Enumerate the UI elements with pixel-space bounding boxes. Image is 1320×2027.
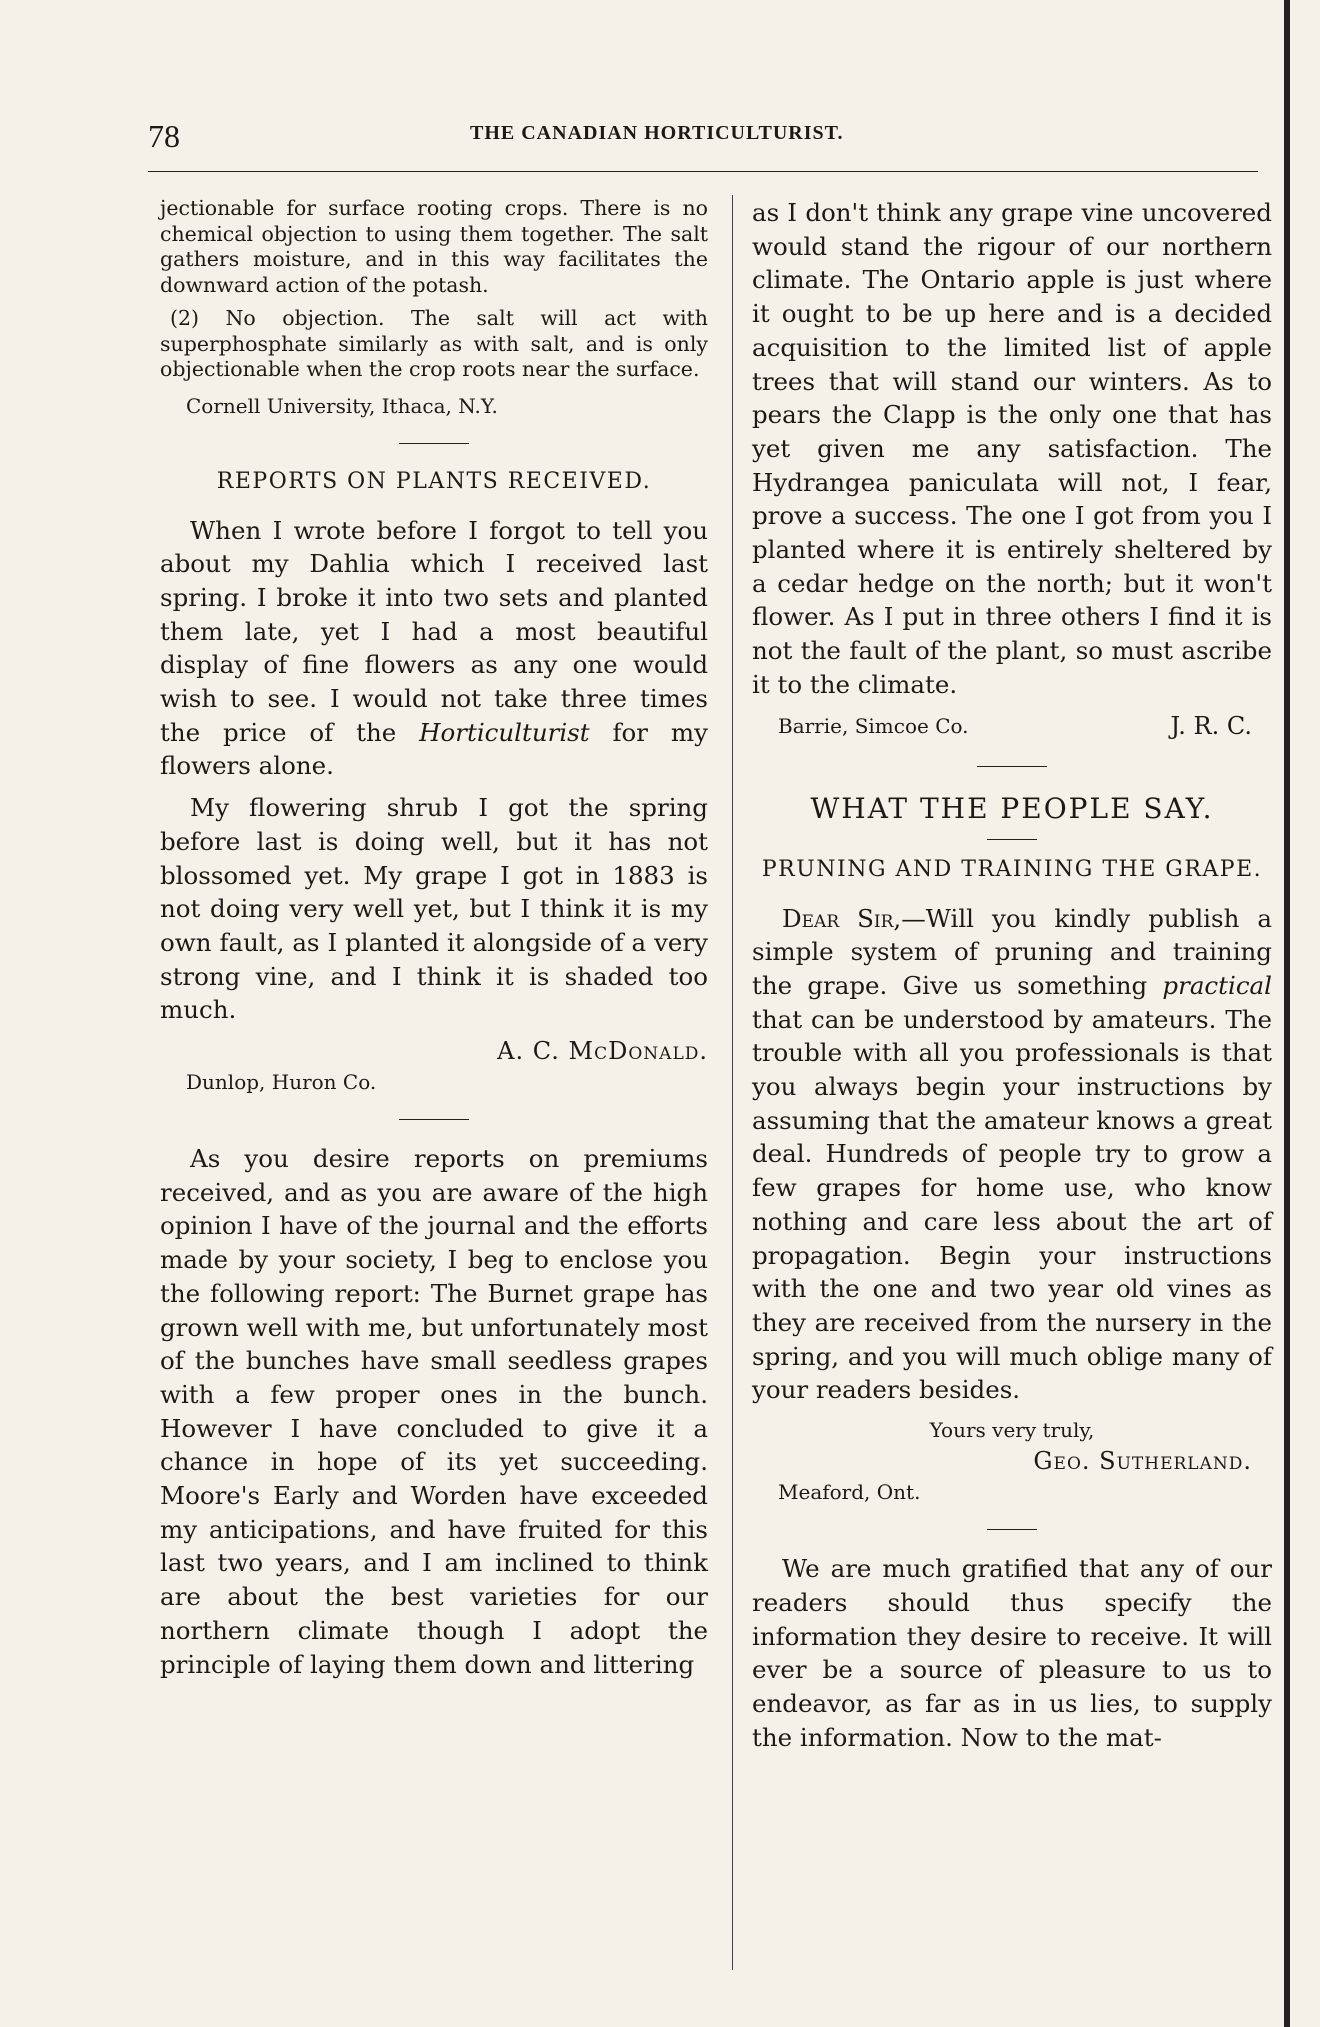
page-number: 78 xyxy=(148,118,180,154)
reports-heading: REPORTS ON PLANTS RECEIVED. xyxy=(216,468,652,494)
report2-place: Barrie, Simcoe Co. xyxy=(778,713,969,738)
left-column xyxy=(160,196,708,1681)
report1-signature: A. C. McDonald. xyxy=(497,1037,708,1066)
separator-dash xyxy=(987,1529,1037,1530)
answer-paragraph-1: jectionable for surface rooting crops. There is no chemical objection to using them together. The salt gathers moisture, and in this way facilitates the downward action of the potash. xyxy=(160,196,708,297)
right-column xyxy=(752,196,1272,1754)
letter-salutation: Dear Sir, xyxy=(782,903,902,933)
separator-dash xyxy=(399,443,469,444)
report1-italic: Horticulturist xyxy=(419,717,590,747)
letter-closing: Yours very truly, xyxy=(929,1418,1095,1443)
report2-signature: J. R. C. xyxy=(1170,711,1252,740)
answer-place: Cornell University, Ithaca, N.Y. xyxy=(186,393,498,418)
report1-paragraph-1 xyxy=(160,514,708,784)
letter-place: Meaford, Ont. xyxy=(778,1480,921,1505)
report1-text-b: for my flowers alone. xyxy=(160,717,708,781)
column-divider xyxy=(732,195,733,1970)
header-rule xyxy=(148,171,1258,172)
report2-sign-line xyxy=(752,710,1272,744)
section-heading: WHAT THE PEOPLE SAY. xyxy=(810,791,1214,825)
report1-paragraph-2: My flowering shrub I got the spring before last is doing well, but it has not blossomed yet. My grape I got in 1883 is not doing very well yet, but I think it is my own fault, as I planted it alongside of a very strong vine, and I think it is shaded too much. xyxy=(160,793,708,1025)
letter-text-a: —Will you kindly publish a simple system of pruning and training the grape. Give us something xyxy=(752,903,1272,1000)
report2-paragraph-1: As you desire reports on premiums received, and as you are aware of the high opinion I have of the journal and the efforts made by your society, I beg to enclose you the following report: The Burnet grape has grown well with me, but unfortunately most of the bunches have small seedless grapes with a few proper ones in the bunch. However I have concluded to give it a chance in hope of its yet succeeding. Moore's Early and Worden have exceeded my anticipations, and have fruited for this last two years, and I am inclined to think are about the best varieties for our northern climate though I adopt the principle of laying them down and littering xyxy=(160,1144,708,1679)
separator-dash xyxy=(399,1119,469,1120)
letter-body xyxy=(752,902,1272,1408)
report1-place: Dunlop, Huron Co. xyxy=(186,1070,377,1095)
report1-text-a: When I wrote before I forgot to tell you about my Dahlia which I received last spring. I broke it into two sets and planted them late, yet I had a most beautiful display of fine flowers as any one would wish to see. I would not take three times the price of the xyxy=(160,515,708,747)
page-header xyxy=(148,118,1248,158)
page-edge-shadow xyxy=(1284,0,1290,2027)
running-head: THE CANADIAN HORTICULTURIST. xyxy=(470,122,844,144)
separator-dash xyxy=(987,839,1037,840)
letter-signature: Geo. Sutherland. xyxy=(1033,1447,1252,1476)
letter-text-b: that can be understood by amateurs. The trouble with all you professionals is that you always begin your instructions by assuming that the amateur knows a great deal. Hundreds of people try to grow a few grapes for home use, who know nothing and care less about the art of propagation. Begin your instructions with the one and two year old vines as they are received from the nursery in the spring, and you will much oblige many of your readers besides. xyxy=(752,1004,1272,1405)
article-heading: PRUNING AND TRAINING THE GRAPE. xyxy=(761,856,1263,882)
report2-continuation: as I don't think any grape vine uncovered would stand the rigour of our northern climate. The Ontario apple is just where it ought to be up here and is a decided acquisition to the limited list of apple trees that will stand our winters. As to pears the Clapp is the only one that has yet given me any satisfaction. The Hydrangea paniculata will not, I fear, prove a success. The one I got from you I planted where it is entirely sheltered by a cedar hedge on the north; but it won't flower. As I put in three others I find it is not the fault of the plant, so must ascribe it to the climate. xyxy=(752,198,1272,699)
answer-paragraph-2: (2) No objection. The salt will act with superphosphate similarly as with salt, and is only objectionable when the crop roots near the surface. xyxy=(160,306,708,381)
letter-italic: practical xyxy=(1162,970,1272,1000)
editor-reply: We are much gratified that any of our readers should thus specify the information they desire to receive. It will ever be a source of pleasure to us to endeavor, as far as in us lies, to supply the information. Now to the mat- xyxy=(752,1554,1272,1752)
separator-dash xyxy=(977,766,1047,767)
